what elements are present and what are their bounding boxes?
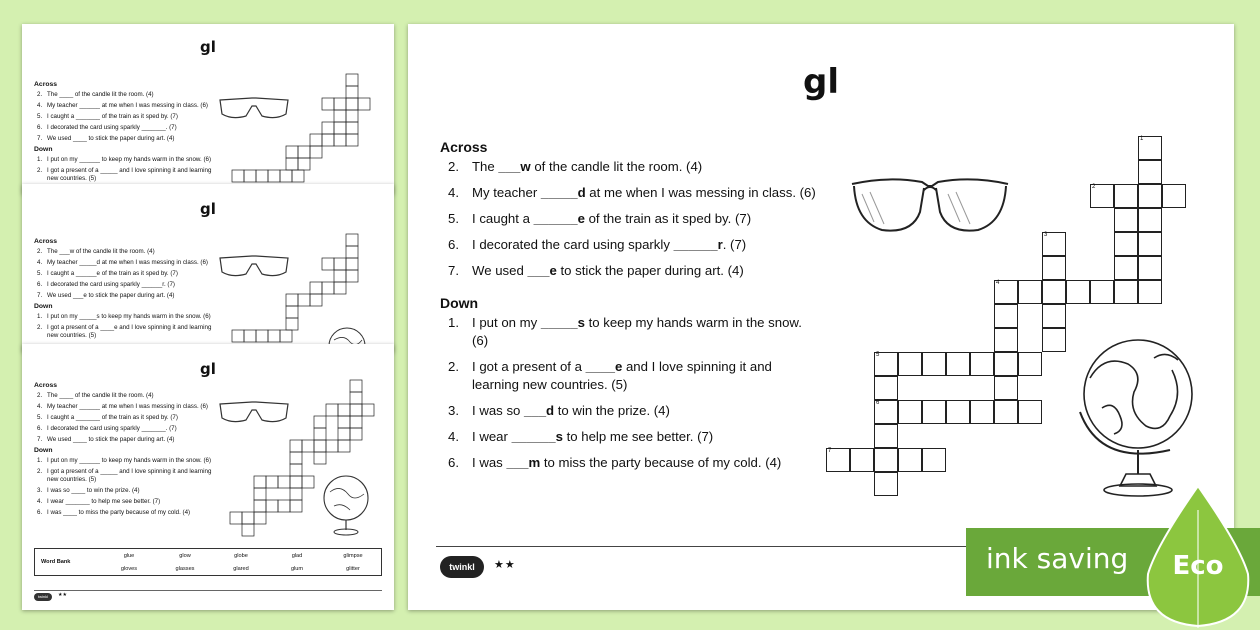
- clue-item: [448, 158, 820, 176]
- cell-number: 2: [1092, 184, 1096, 190]
- page-title: gl: [200, 360, 216, 378]
- clue-text-before: I wear: [472, 429, 512, 444]
- page-title: gl: [200, 38, 216, 56]
- clue-text-after: . (7): [722, 237, 747, 252]
- clue-number: 2.: [37, 247, 43, 255]
- clue-item: [37, 498, 214, 506]
- cell-number: 6: [876, 400, 880, 406]
- clue-blank: ___m: [506, 455, 541, 470]
- page-title: gl: [803, 62, 839, 102]
- crossword-cell[interactable]: [1138, 136, 1162, 160]
- crossword-cell[interactable]: [826, 448, 850, 472]
- clue-item: [37, 509, 214, 517]
- clue-number: 4.: [37, 101, 43, 109]
- worksheet-preview-middle[interactable]: [22, 184, 394, 352]
- clue-number: 3.: [448, 403, 459, 418]
- crossword-cell[interactable]: [1138, 160, 1162, 184]
- clue-text-after: to stick the paper during art. (4): [556, 263, 744, 278]
- word-bank-word: glum: [290, 565, 304, 572]
- clue-item: [37, 135, 214, 143]
- word-bank-word: glow: [179, 552, 191, 559]
- clue-number: 1.: [448, 315, 459, 330]
- clue-text: [472, 428, 713, 446]
- across-heading: Across: [34, 238, 58, 245]
- clue-item: [37, 270, 214, 278]
- clue-text: The ____ of the candle lit the room. (4): [47, 90, 154, 98]
- down-heading: Down: [34, 303, 53, 311]
- clue-text: [472, 358, 820, 394]
- crossword-cell[interactable]: [874, 424, 898, 448]
- word-bank-word: glitter: [346, 565, 360, 572]
- word-bank-word: glasses: [175, 565, 195, 572]
- clue-number: 3.: [37, 487, 43, 495]
- crossword-cell[interactable]: [1018, 352, 1042, 376]
- clue-number: 5.: [448, 211, 459, 226]
- clue-text: [472, 314, 820, 350]
- crossword-cell[interactable]: [922, 448, 946, 472]
- down-heading: Down: [440, 295, 479, 311]
- clue-number: 2.: [37, 90, 43, 98]
- clue-text-before: I put on my: [472, 315, 541, 330]
- clue-text: I decorated the card using sparkly _______. (7): [47, 124, 177, 132]
- clue-text: I put on my _____s to keep my hands warm in the snow. (6): [47, 312, 211, 320]
- clue-text: I got a present of a _____ and I love spinning it and learning new countries. (5): [47, 468, 212, 484]
- clue-blank: ______s: [511, 429, 563, 444]
- clue-text-before: I decorated the card using sparkly: [472, 237, 674, 252]
- clue-text-after: to miss the party because of my cold. (4): [540, 455, 782, 470]
- clue-item: [37, 392, 214, 400]
- clue-text: I got a present of a _____ and I love spinning it and learning new countries. (5): [47, 167, 212, 183]
- clue-number: 2.: [448, 359, 459, 374]
- crossword-cell[interactable]: [1042, 304, 1066, 328]
- clue-item: [37, 403, 214, 411]
- clue-text: [472, 236, 746, 254]
- word-bank-label: Word Bank: [41, 559, 71, 565]
- crossword-cell[interactable]: [994, 352, 1018, 376]
- crossword-cell[interactable]: [1090, 280, 1114, 304]
- globe-icon: [1074, 330, 1202, 498]
- clue-number: 6.: [37, 509, 43, 517]
- clue-text-after: of the train as it sped by. (7): [584, 211, 752, 226]
- clue-text-before: We used: [472, 263, 528, 278]
- clue-text-before: My teacher: [472, 185, 541, 200]
- clue-text: I decorated the card using sparkly ______r. (7): [47, 281, 175, 289]
- clue-text: My teacher _____d at me when I was messing in class. (6): [47, 258, 208, 266]
- clue-text: I was so ____ to win the prize. (4): [47, 487, 140, 495]
- crossword-cell[interactable]: [1018, 400, 1042, 424]
- eco-label: Eco: [1172, 551, 1224, 581]
- word-bank: [34, 548, 382, 576]
- clue-text: I caught a ______e of the train as it sped by. (7): [47, 269, 178, 277]
- page-title: gl: [200, 200, 216, 218]
- crossword-cell[interactable]: [946, 400, 970, 424]
- clue-item: [37, 425, 214, 433]
- clue-number: 1.: [37, 155, 43, 163]
- crossword-cell[interactable]: [1138, 184, 1162, 208]
- clue-text: I got a present of a ____e and I love spinning it and learning new countries. (5): [47, 324, 212, 340]
- crossword-cell[interactable]: [994, 328, 1018, 352]
- worksheet-preview-front[interactable]: [22, 344, 394, 610]
- clue-item: [37, 113, 214, 121]
- clue-number: 6.: [448, 237, 459, 252]
- crossword-cell[interactable]: [1018, 280, 1042, 304]
- clue-item: [448, 236, 820, 254]
- clue-text: [472, 158, 702, 176]
- clue-number: 1.: [37, 456, 43, 464]
- clue-text: The ___w of the candle lit the room. (4): [47, 247, 155, 255]
- clue-item: [448, 262, 820, 280]
- crossword-cell[interactable]: [922, 352, 946, 376]
- crossword-cell[interactable]: [874, 448, 898, 472]
- difficulty-stars: ★★: [58, 592, 67, 598]
- crossword-cell[interactable]: [1162, 184, 1186, 208]
- clue-item: [37, 281, 214, 289]
- across-heading: Across: [440, 139, 488, 155]
- clue-number: 6.: [37, 425, 43, 433]
- clue-item: [37, 248, 214, 256]
- clue-item: [37, 91, 214, 99]
- clue-text-before: The: [472, 159, 499, 174]
- crossword-cell[interactable]: [922, 400, 946, 424]
- crossword-cell[interactable]: [994, 280, 1018, 304]
- crossword-cell[interactable]: [1114, 256, 1138, 280]
- clue-text: We used ____ to stick the paper during art. (4): [47, 436, 175, 444]
- clue-item: [37, 414, 214, 422]
- cell-number: 4: [996, 280, 1000, 286]
- clue-item: [37, 292, 214, 300]
- clue-item: [448, 402, 820, 420]
- clue-number: 1.: [37, 312, 43, 320]
- crossword-cell[interactable]: [1138, 256, 1162, 280]
- clue-list: [34, 380, 214, 520]
- clue-item: [37, 468, 214, 484]
- clue-text: I put on my ______ to keep my hands warm in the snow. (6): [47, 456, 212, 464]
- clue-number: 7.: [448, 263, 459, 278]
- clue-item: [37, 487, 214, 495]
- crossword-grid: [228, 72, 388, 192]
- difficulty-stars: ★★: [494, 559, 516, 571]
- clue-item: [37, 167, 214, 183]
- clue-number: 4.: [448, 429, 459, 444]
- clue-blank: ___d: [524, 403, 555, 418]
- clue-number: 4.: [37, 258, 43, 266]
- clue-number: 2.: [37, 167, 43, 175]
- clue-text: I decorated the card using sparkly _______. (7): [47, 425, 177, 433]
- clue-number: 4.: [448, 185, 459, 200]
- eco-drop-icon: [1136, 482, 1260, 630]
- crossword-cell[interactable]: [1066, 280, 1090, 304]
- clue-text-after: and I love spinning it and learning new countries. (5): [472, 359, 772, 392]
- clue-text-before: I got a present of a: [472, 359, 586, 374]
- clue-number: 2.: [37, 391, 43, 399]
- clue-item: [37, 124, 214, 132]
- clue-number: 5.: [37, 112, 43, 120]
- clue-number: 4.: [37, 402, 43, 410]
- clue-text-after: to win the prize. (4): [554, 403, 670, 418]
- clue-blank: ____e: [585, 359, 623, 374]
- clue-text-after: to keep my hands warm in the snow. (6): [472, 315, 802, 348]
- word-bank-word: glimpse: [343, 552, 363, 559]
- word-bank-word: glad: [291, 552, 303, 559]
- clue-item: [448, 210, 820, 228]
- clue-number: 2.: [37, 468, 43, 476]
- cell-number: 1: [1140, 136, 1144, 142]
- clue-number: 7.: [37, 292, 43, 300]
- cell-number: 3: [1044, 232, 1048, 238]
- crossword-cell[interactable]: [898, 400, 922, 424]
- clue-number: 5.: [37, 413, 43, 421]
- crossword-cell[interactable]: [1138, 208, 1162, 232]
- crossword-cell[interactable]: [874, 472, 898, 496]
- clue-text: My teacher ______ at me when I was messing in class. (6): [47, 101, 208, 109]
- crossword-cell[interactable]: [1042, 280, 1066, 304]
- clue-item: [448, 454, 820, 472]
- clue-item: [37, 102, 214, 110]
- crossword-cell[interactable]: [1114, 280, 1138, 304]
- crossword-cell[interactable]: [946, 352, 970, 376]
- clue-item: [37, 436, 214, 444]
- clue-text: I caught a _______ of the train as it sped by. (7): [47, 413, 178, 421]
- clue-text: I put on my ______ to keep my hands warm in the snow. (6): [47, 155, 212, 163]
- clue-item: [37, 156, 214, 164]
- clue-item: [448, 314, 820, 350]
- crossword-cell[interactable]: [1042, 256, 1066, 280]
- clue-item: [37, 324, 214, 340]
- clue-text: [472, 454, 781, 472]
- clue-number: 6.: [448, 455, 459, 470]
- clue-blank: _____d: [540, 185, 586, 200]
- clue-text-after: to help me see better. (7): [562, 429, 714, 444]
- crossword-cell[interactable]: [874, 352, 898, 376]
- word-bank-word: glue: [123, 552, 135, 559]
- clue-text: I caught a _______ of the train as it sped by. (7): [47, 112, 178, 120]
- clue-text: We used ____ to stick the paper during art. (4): [47, 135, 175, 143]
- clue-item: [37, 313, 214, 321]
- clue-text-after: of the candle lit the room. (4): [530, 159, 703, 174]
- clue-number: 7.: [37, 135, 43, 143]
- clue-item: [448, 184, 820, 202]
- ink-saving-label: ink saving: [986, 542, 1129, 575]
- clue-text-before: I was: [472, 455, 507, 470]
- across-heading: Across: [34, 81, 58, 88]
- crossword-cell[interactable]: [898, 448, 922, 472]
- clue-item: [448, 428, 820, 446]
- crossword-cell[interactable]: [1138, 280, 1162, 304]
- down-heading: Down: [34, 146, 53, 154]
- clue-text: I wear _______ to help me see better. (7): [47, 498, 161, 506]
- crossword-cell[interactable]: [850, 448, 874, 472]
- clue-text-before: I was so: [472, 403, 525, 418]
- clue-list: [440, 138, 820, 480]
- crossword-cell[interactable]: [898, 352, 922, 376]
- clue-blank: ___e: [527, 263, 557, 278]
- crossword-cell[interactable]: [874, 376, 898, 400]
- crossword-cell[interactable]: [1042, 232, 1066, 256]
- clue-number: 2.: [448, 159, 459, 174]
- word-bank-word: gloves: [120, 565, 138, 572]
- crossword-cell[interactable]: [970, 400, 994, 424]
- glasses-icon: [848, 172, 1012, 242]
- clue-list: [34, 79, 214, 186]
- cell-number: 5: [876, 352, 880, 358]
- clue-text: [472, 210, 751, 228]
- clue-text: I was ____ to miss the party because of my cold. (4): [47, 509, 191, 517]
- crossword-cell[interactable]: [970, 352, 994, 376]
- page-footer: [34, 590, 382, 602]
- down-heading: Down: [34, 447, 53, 455]
- clue-item: [448, 358, 820, 394]
- crossword-cell[interactable]: [1114, 208, 1138, 232]
- crossword-cell[interactable]: [1090, 184, 1114, 208]
- clue-number: 7.: [37, 436, 43, 444]
- worksheet-preview-back[interactable]: [22, 24, 394, 194]
- crossword-cell[interactable]: [1114, 184, 1138, 208]
- clue-blank: ______e: [533, 211, 585, 226]
- clue-text: [472, 184, 816, 202]
- clue-text: My teacher ______ at me when I was messing in class. (6): [47, 402, 208, 410]
- clue-item: [37, 259, 214, 267]
- twinkl-logo: twinkl: [34, 593, 52, 601]
- crossword-cell[interactable]: [994, 304, 1018, 328]
- clue-number: 6.: [37, 124, 43, 132]
- clue-text: [472, 262, 744, 280]
- clue-text: [472, 402, 670, 420]
- clue-number: 6.: [37, 281, 43, 289]
- clue-blank: ______r: [673, 237, 723, 252]
- crossword-cell[interactable]: [994, 376, 1018, 400]
- crossword-cell[interactable]: [994, 400, 1018, 424]
- clue-text: The ____ of the candle lit the room. (4): [47, 391, 154, 399]
- clue-blank: ___w: [498, 159, 531, 174]
- word-bank-word: globe: [234, 552, 248, 559]
- clue-number: 2.: [37, 324, 43, 332]
- word-bank-word: glared: [233, 565, 249, 572]
- cell-number: 7: [828, 448, 832, 454]
- clue-number: 5.: [37, 269, 43, 277]
- clue-blank: _____s: [540, 315, 585, 330]
- crossword-cell[interactable]: [1114, 232, 1138, 256]
- clue-list: [34, 236, 214, 343]
- crossword-cell[interactable]: [1042, 328, 1066, 352]
- clue-text-before: I caught a: [472, 211, 534, 226]
- clue-item: [37, 457, 214, 465]
- clue-number: 4.: [37, 498, 43, 506]
- clue-text-after: at me when I was messing in class. (6): [585, 185, 816, 200]
- clue-text: We used ___e to stick the paper during art. (4): [47, 292, 175, 300]
- globe-icon: [320, 472, 372, 538]
- worksheet-main: [408, 24, 1234, 610]
- crossword-cell[interactable]: [1138, 232, 1162, 256]
- across-heading: Across: [34, 382, 58, 389]
- twinkl-logo[interactable]: twinkl: [440, 556, 484, 578]
- crossword-cell[interactable]: [874, 400, 898, 424]
